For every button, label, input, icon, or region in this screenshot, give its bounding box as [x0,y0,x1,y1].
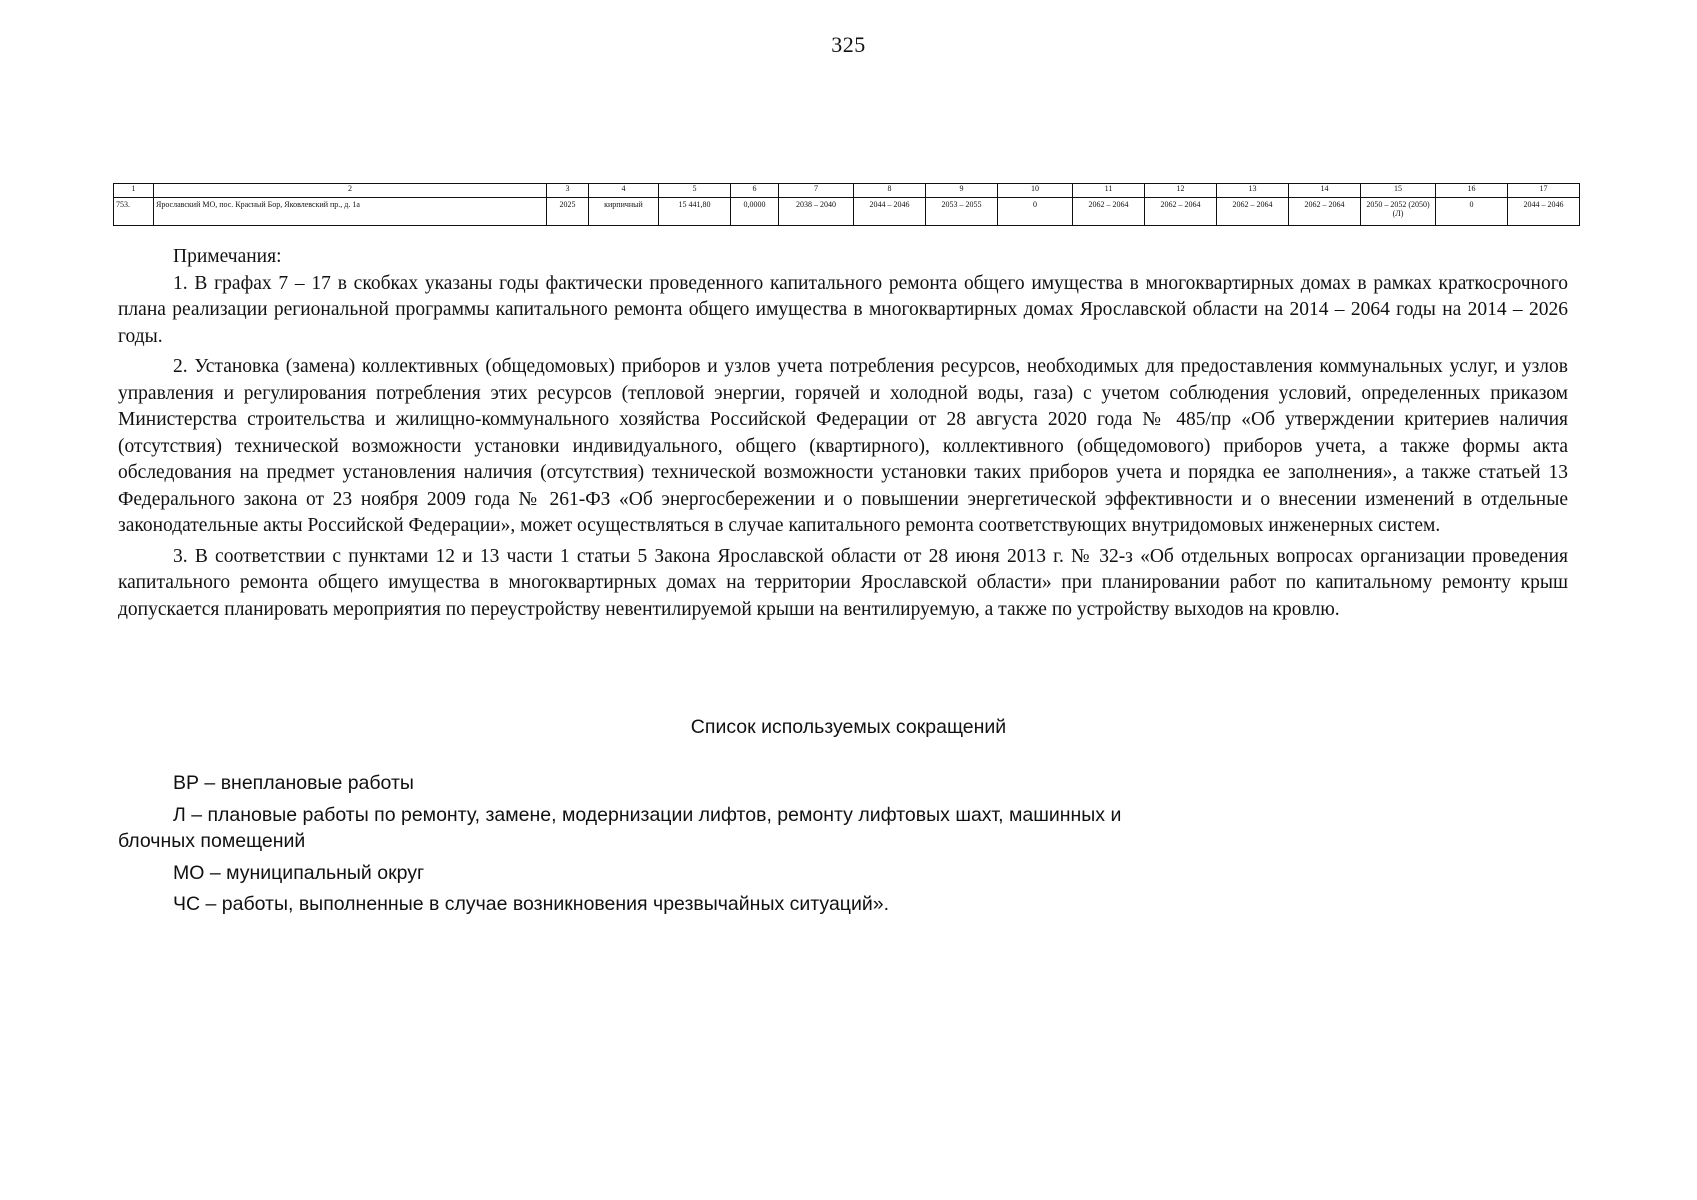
abbreviation-item: Л – плановые работы по ремонту, замене, модернизации лифтов, ремонту лифтовых шахт, машинных и блочных помещений [118,803,1122,852]
table-cell: 2038 – 2040 [779,198,854,226]
header-cell: 16 [1436,184,1508,198]
note-item-2: 2. Установка (замена) коллективных (общедомовых) приборов и узлов учета потребления ресурсов, необходимых для предоставления коммунальных услуг, и узлов управления и регулирования потребления этих ресурсов (тепловой энергии, горячей и холодной воды, газа) с учетом соблюдения условий, определенных приказом Министерства строительства и жилищно-коммунального хозяйства Российской Федерации от 28 августа 2020 года № 485/пр «Об утверждении критериев наличия (отсутствия) технической возможности установки индивидуального, общего (квартирного), коллективного (общедомового) приборов учета, а также формы акта обследования на предмет установления наличия (отсутствия) технической возможности установки таких приборов учета и порядка ее заполнения», а также статьей 13 Федерального закона от 23 ноября 2009 года № 261-ФЗ «Об энергосбережении и о повышении энергетической эффективности и о внесении изменений в отдельные законодательные акты Российской Федерации», может осуществляться в случае капитального ремонта соответствующих внутридомовых инженерных систем. [118,356,1568,536]
table-cell: 0,0000 [731,198,779,226]
header-cell: 8 [854,184,926,198]
table-cell: 2044 – 2046 [1508,198,1580,226]
table-cell: 15 441,80 [659,198,731,226]
address-cell: Ярославский МО, пос. Красный Бор, Яковлевский пр., д. 1а [154,198,547,226]
abbreviation-item: ЧС – работы, выполненные в случае возникновения чрезвычайных ситуаций». [173,893,890,915]
table-cell: 2062 – 2064 [1073,198,1145,226]
table-cell: 2025 [547,198,589,226]
header-cell: 7 [779,184,854,198]
page-number: 325 [831,32,866,57]
abbreviation-item: МО – муниципальный округ [173,861,425,884]
abbreviations-list [118,770,1198,923]
header-cell: 5 [659,184,731,198]
note-item-1: 1. В графах 7 – 17 в скобках указаны годы фактически проведенного капитального ремонта общего имущества в многоквартирных домах в рамках краткосрочного плана реализации региональной программы капитального ремонта общего имущества в многоквартирных домах Ярославской области на 2014 – 2064 годы на 2014 – 2026 годы. [118,272,1568,347]
header-cell: 14 [1289,184,1361,198]
row-number-cell: 753. [114,198,154,226]
header-cell: 11 [1073,184,1145,198]
header-cell: 9 [926,184,998,198]
header-cell: 12 [1145,184,1217,198]
table-header-row [114,184,1580,198]
header-cell: 13 [1217,184,1289,198]
table-cell: 2053 – 2055 [926,198,998,226]
table-cell: 2062 – 2064 [1217,198,1289,226]
header-cell: 2 [154,184,547,198]
table-cell: 2062 – 2064 [1289,198,1361,226]
table-cell: 2050 – 2052 (2050) (Л) [1361,198,1436,226]
abbreviations-title: Список используемых сокращений [690,716,1007,738]
header-cell: 6 [731,184,779,198]
abbreviation-item: ВР – внеплановые работы [173,772,414,794]
header-cell: 3 [547,184,589,198]
table-cell: 0 [1436,198,1508,226]
header-cell: 10 [998,184,1073,198]
table-cell: 2062 – 2064 [1145,198,1217,226]
table-cell: кирпичный [589,198,659,226]
table-row [114,198,1580,226]
note-item-3: 3. В соответствии с пунктами 12 и 13 части 1 статьи 5 Закона Ярославской области от 28 июня 2013 г. № 32-з «Об отдельных вопросах организации проведения капитального ремонта общего имущества в многоквартирных домах на территории Ярославской области» при планировании работ по капитальному ремонту крыш допускается планировать мероприятия по переустройству невентилируемой крыши на вентилируемую, а также по устройству выходов на кровлю. [118,545,1568,620]
header-cell: 15 [1361,184,1436,198]
notes-heading: Примечания: [173,246,282,267]
housing-table [113,183,1580,226]
table-cell: 0 [998,198,1073,226]
header-cell: 1 [114,184,154,198]
notes-section [118,244,1568,627]
header-cell: 17 [1508,184,1580,198]
table-cell: 2044 – 2046 [854,198,926,226]
header-cell: 4 [589,184,659,198]
